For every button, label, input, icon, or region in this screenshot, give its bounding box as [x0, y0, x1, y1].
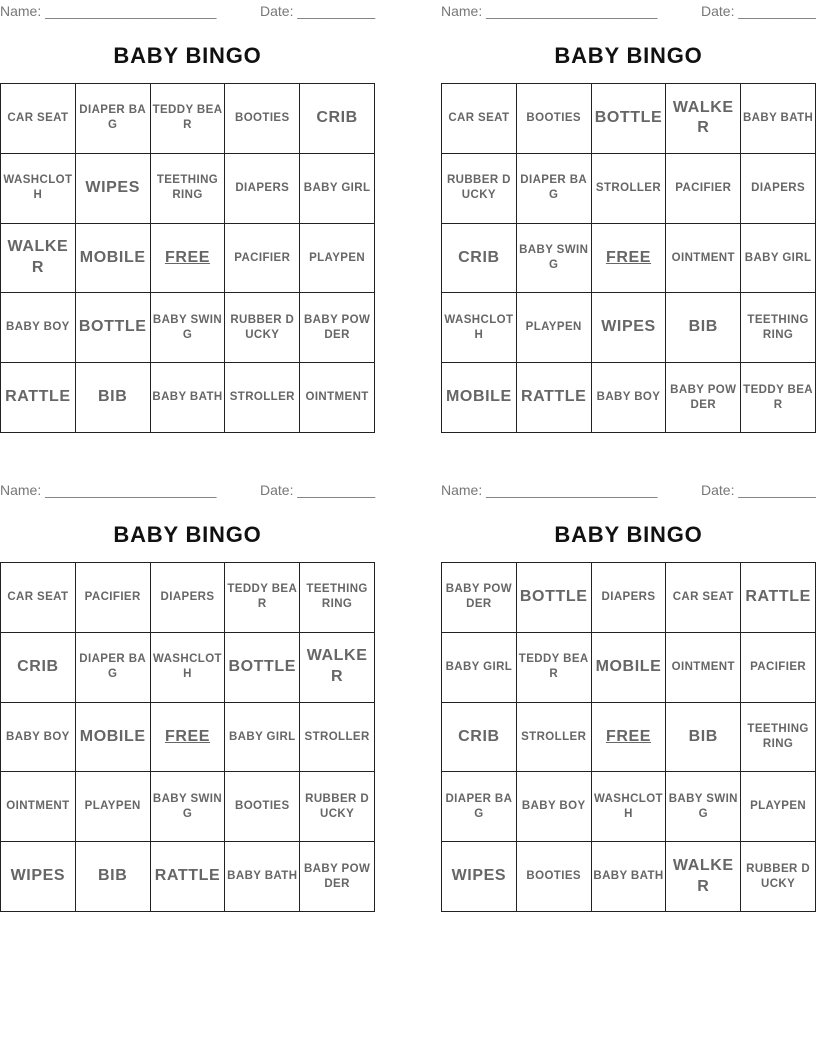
date-field-label: Date: __________ — [260, 3, 376, 19]
bingo-cell: DIAPERS — [741, 154, 816, 224]
bingo-cell: PACIFIER — [666, 154, 741, 224]
bingo-cell: PLAYPEN — [76, 772, 151, 842]
bingo-cell: TEETHING RING — [741, 703, 816, 773]
free-space-cell: FREE — [592, 224, 667, 294]
bingo-cell: PLAYPEN — [517, 293, 592, 363]
bingo-cell: BABY POWDER — [666, 363, 741, 433]
bingo-cell: BABY POWDER — [442, 563, 517, 633]
bingo-cell: TEDDY BEAR — [517, 633, 592, 703]
bingo-cell: MOBILE — [442, 363, 517, 433]
card-header — [0, 479, 375, 501]
bingo-cell: BABY BATH — [225, 842, 300, 912]
bingo-cell: RUBBER DUCKY — [741, 842, 816, 912]
bingo-cell: DIAPERS — [592, 563, 667, 633]
bingo-cell: WIPES — [442, 842, 517, 912]
bingo-cell: BABY BOY — [517, 772, 592, 842]
bingo-cell: TEETHING RING — [741, 293, 816, 363]
date-field-label: Date: __________ — [701, 3, 816, 19]
bingo-cell: PACIFIER — [76, 563, 151, 633]
bingo-cell: DIAPER BAG — [76, 633, 151, 703]
bingo-cell: WALKER — [300, 633, 375, 703]
bingo-cell: BABY BOY — [1, 703, 76, 773]
bingo-cell: BOOTIES — [517, 842, 592, 912]
bingo-cell: BABY POWDER — [300, 842, 375, 912]
bingo-cell: RATTLE — [741, 563, 816, 633]
card-title: BABY BINGO — [113, 43, 262, 68]
bingo-cell: RATTLE — [151, 842, 226, 912]
bingo-cell: OINTMENT — [300, 363, 375, 433]
bingo-cell: BABY BATH — [741, 84, 816, 154]
bingo-cell: BABY BATH — [592, 842, 667, 912]
card-title: BABY BINGO — [554, 522, 703, 547]
bingo-cell: CRIB — [300, 84, 375, 154]
bingo-cell: CAR SEAT — [1, 563, 76, 633]
bingo-cell: WIPES — [76, 154, 151, 224]
free-space-cell: FREE — [151, 224, 226, 294]
bingo-cell: STROLLER — [592, 154, 667, 224]
bingo-cell: BABY BOY — [1, 293, 76, 363]
bingo-grid — [441, 562, 816, 912]
name-field-label: Name: ______________________ — [0, 3, 217, 19]
bingo-grid — [441, 83, 816, 433]
bingo-cell: WALKER — [666, 842, 741, 912]
bingo-cell: TEDDY BEAR — [225, 563, 300, 633]
bingo-grid — [0, 562, 375, 912]
card-header — [441, 0, 816, 22]
bingo-cell: TEDDY BEAR — [151, 84, 226, 154]
bingo-cell: BOTTLE — [76, 293, 151, 363]
bingo-cell: PACIFIER — [741, 633, 816, 703]
bingo-cell: BOTTLE — [517, 563, 592, 633]
bingo-cell: MOBILE — [76, 224, 151, 294]
bingo-cell: TEETHING RING — [151, 154, 226, 224]
bingo-cell: RUBBER DUCKY — [442, 154, 517, 224]
bingo-cell: PLAYPEN — [741, 772, 816, 842]
bingo-cell: BABY GIRL — [225, 703, 300, 773]
bingo-grid — [0, 83, 375, 433]
bingo-cell: MOBILE — [76, 703, 151, 773]
card-header — [0, 0, 375, 22]
bingo-card-2 — [441, 0, 816, 411]
bingo-cell: PACIFIER — [225, 224, 300, 294]
bingo-cell: MOBILE — [592, 633, 667, 703]
bingo-cell: DIAPER BAG — [442, 772, 517, 842]
card-title: BABY BINGO — [113, 522, 262, 547]
bingo-cell: PLAYPEN — [300, 224, 375, 294]
bingo-cell: BABY GIRL — [300, 154, 375, 224]
bingo-cell: BABY GIRL — [442, 633, 517, 703]
bingo-cell: BIB — [666, 703, 741, 773]
bingo-cell: CRIB — [442, 224, 517, 294]
free-space-cell: FREE — [151, 703, 226, 773]
bingo-cell: WALKER — [1, 224, 76, 294]
bingo-cell: BOTTLE — [592, 84, 667, 154]
name-field-label: Name: ______________________ — [0, 482, 217, 498]
bingo-cell: BABY POWDER — [300, 293, 375, 363]
bingo-cell: BIB — [76, 842, 151, 912]
bingo-cell: CAR SEAT — [666, 563, 741, 633]
bingo-cell: BABY SWING — [517, 224, 592, 294]
date-field-label: Date: __________ — [260, 482, 376, 498]
bingo-cell: DIAPERS — [225, 154, 300, 224]
free-space-cell: FREE — [592, 703, 667, 773]
bingo-card-1 — [0, 0, 376, 406]
bingo-cell: RATTLE — [517, 363, 592, 433]
bingo-cell: BOOTIES — [225, 84, 300, 154]
bingo-cell: OINTMENT — [666, 224, 741, 294]
bingo-cell: DIAPER BAG — [517, 154, 592, 224]
name-field-label: Name: ______________________ — [441, 482, 658, 498]
bingo-cell: RUBBER DUCKY — [225, 293, 300, 363]
bingo-cell: BABY BATH — [151, 363, 226, 433]
bingo-cell: DIAPER BAG — [76, 84, 151, 154]
bingo-card-4 — [441, 479, 816, 895]
bingo-cell: WASHCLOTH — [442, 293, 517, 363]
bingo-cell: BABY SWING — [151, 772, 226, 842]
bingo-cell: WASHCLOTH — [151, 633, 226, 703]
bingo-card-3 — [0, 479, 376, 890]
bingo-cell: WALKER — [666, 84, 741, 154]
card-title: BABY BINGO — [554, 43, 703, 68]
bingo-cell: OINTMENT — [666, 633, 741, 703]
bingo-cell: CAR SEAT — [1, 84, 76, 154]
bingo-cell: WASHCLOTH — [592, 772, 667, 842]
bingo-cell: BIB — [666, 293, 741, 363]
bingo-cell: BABY SWING — [151, 293, 226, 363]
bingo-cell: RUBBER DUCKY — [300, 772, 375, 842]
bingo-cell: DIAPERS — [151, 563, 226, 633]
bingo-cell: TEDDY BEAR — [741, 363, 816, 433]
bingo-cell: CRIB — [1, 633, 76, 703]
bingo-cell: BABY BOY — [592, 363, 667, 433]
bingo-cell: STROLLER — [517, 703, 592, 773]
bingo-cell: TEETHING RING — [300, 563, 375, 633]
bingo-cell: WIPES — [592, 293, 667, 363]
name-field-label: Name: ______________________ — [441, 3, 658, 19]
bingo-cell: BOOTIES — [517, 84, 592, 154]
bingo-cell: BOTTLE — [225, 633, 300, 703]
bingo-cell: BIB — [76, 363, 151, 433]
bingo-cell: STROLLER — [300, 703, 375, 773]
bingo-cell: CAR SEAT — [442, 84, 517, 154]
card-header — [441, 479, 816, 501]
bingo-cell: BOOTIES — [225, 772, 300, 842]
bingo-cell: BABY SWING — [666, 772, 741, 842]
bingo-cell: CRIB — [442, 703, 517, 773]
bingo-cell: RATTLE — [1, 363, 76, 433]
bingo-cell: OINTMENT — [1, 772, 76, 842]
bingo-cell: STROLLER — [225, 363, 300, 433]
date-field-label: Date: __________ — [701, 482, 816, 498]
bingo-cell: WIPES — [1, 842, 76, 912]
bingo-cell: WASHCLOTH — [1, 154, 76, 224]
bingo-cell: BABY GIRL — [741, 224, 816, 294]
